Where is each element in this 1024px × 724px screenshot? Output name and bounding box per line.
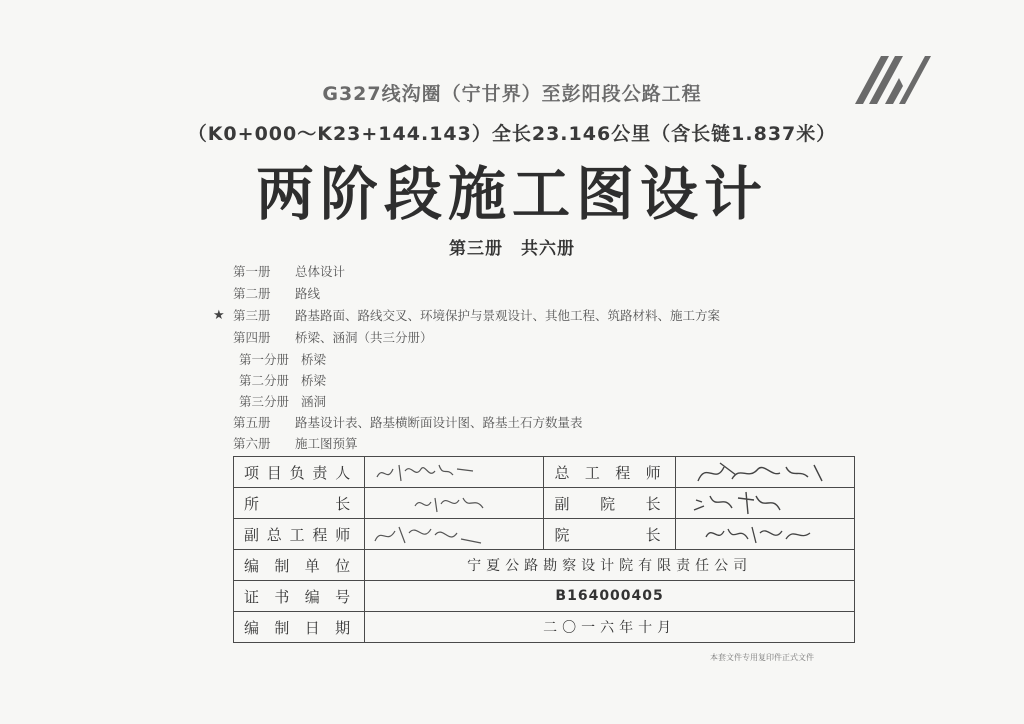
toc-subitem: [239, 350, 326, 370]
handwritten-signature-icon: [676, 519, 854, 549]
signature-deputy-chief-engineer: [365, 519, 544, 550]
main-title: 两阶段施工图设计: [255, 160, 768, 228]
toc-item: [233, 413, 583, 433]
table-row: [234, 488, 855, 519]
toc-item-label: 第四册: [233, 330, 271, 345]
label-deputy-chief-engineer: [234, 519, 365, 550]
label-chief-engineer: [544, 457, 675, 488]
signature-president: [675, 519, 854, 550]
project-range: （K0+000～K23+144.143）全长23.146公里（含长链1.837米）: [187, 123, 837, 145]
label-text: 所 长: [244, 494, 351, 513]
label-vice-president: [544, 488, 675, 519]
signature-table: [233, 456, 855, 643]
toc-item: [233, 262, 345, 282]
label-certificate-number: [234, 581, 365, 612]
signature-chief-engineer: [675, 457, 854, 488]
toc-item-text: 路基设计表、路基横断面设计图、路基土石方数量表: [295, 415, 583, 430]
label-text: 副 总 工 程 师: [244, 525, 351, 544]
table-row: [234, 581, 855, 612]
toc-item-text: 路基路面、路线交叉、环境保护与景观设计、其他工程、筑路材料、施工方案: [295, 308, 721, 323]
volume-label: 第三册 共六册: [449, 239, 575, 259]
toc-item-text: 桥梁: [301, 373, 327, 388]
toc-item-label: 第五册: [233, 415, 271, 430]
toc-item-text: 施工图预算: [295, 436, 358, 451]
toc-item-label: 第六册: [233, 436, 271, 451]
toc-item-label: 第一分册: [239, 352, 290, 367]
organization-value: 宁夏公路勘察设计院有限责任公司: [365, 550, 855, 581]
toc-item-label: 第三分册: [239, 394, 290, 409]
label-text: 编 制 单 位: [244, 556, 351, 575]
toc-item-label: 第三册: [233, 308, 271, 323]
signature-vice-president: [675, 488, 854, 519]
handwritten-signature-icon: [365, 519, 543, 549]
current-volume-star-icon: ★: [213, 308, 225, 323]
label-president: [544, 519, 675, 550]
label-text: 证 书 编 号: [244, 587, 351, 606]
toc-item: [233, 328, 433, 348]
handwritten-signature-icon: [676, 488, 854, 518]
signature-project-manager: [365, 457, 544, 488]
toc-item-label: 第二分册: [239, 373, 290, 388]
toc-item-current: [213, 306, 721, 326]
label-text: 项 目 负 责 人: [244, 463, 351, 482]
compile-date-value: 二〇一六年十月: [365, 612, 855, 643]
label-text: 副 院 长: [554, 494, 661, 513]
certificate-number-value: B164000405: [365, 581, 855, 612]
toc-item-text: 路线: [295, 286, 321, 301]
project-title: G327线沟圈（宁甘界）至彭阳段公路工程: [322, 83, 702, 105]
toc-item: [233, 284, 320, 304]
label-text: 编 制 日 期: [244, 618, 351, 637]
handwritten-signature-icon: [365, 488, 543, 518]
table-row: [234, 457, 855, 488]
toc-item-text: 总体设计: [295, 264, 346, 279]
toc-item-label: 第一册: [233, 264, 271, 279]
table-row: [234, 612, 855, 643]
toc-item-text: 桥梁、涵洞（共三分册）: [295, 330, 433, 345]
toc-subitem: [239, 371, 326, 391]
label-compile-date: [234, 612, 365, 643]
handwritten-signature-icon: [365, 457, 543, 487]
signature-director: [365, 488, 544, 519]
toc-item-text: 桥梁: [301, 352, 327, 367]
toc-item-text: 涵洞: [301, 394, 327, 409]
toc-item-label: 第二册: [233, 286, 271, 301]
toc-subitem: [239, 392, 326, 412]
toc-item: [233, 434, 358, 454]
table-row: [234, 519, 855, 550]
label-text: 总 工 程 师: [554, 463, 661, 482]
label-text: 院 长: [554, 525, 661, 544]
label-director: [234, 488, 365, 519]
footnote: 本套文件专用复印件正式文件: [710, 653, 814, 662]
label-organization: [234, 550, 365, 581]
label-project-manager: [234, 457, 365, 488]
handwritten-signature-icon: [676, 457, 854, 487]
table-row: [234, 550, 855, 581]
